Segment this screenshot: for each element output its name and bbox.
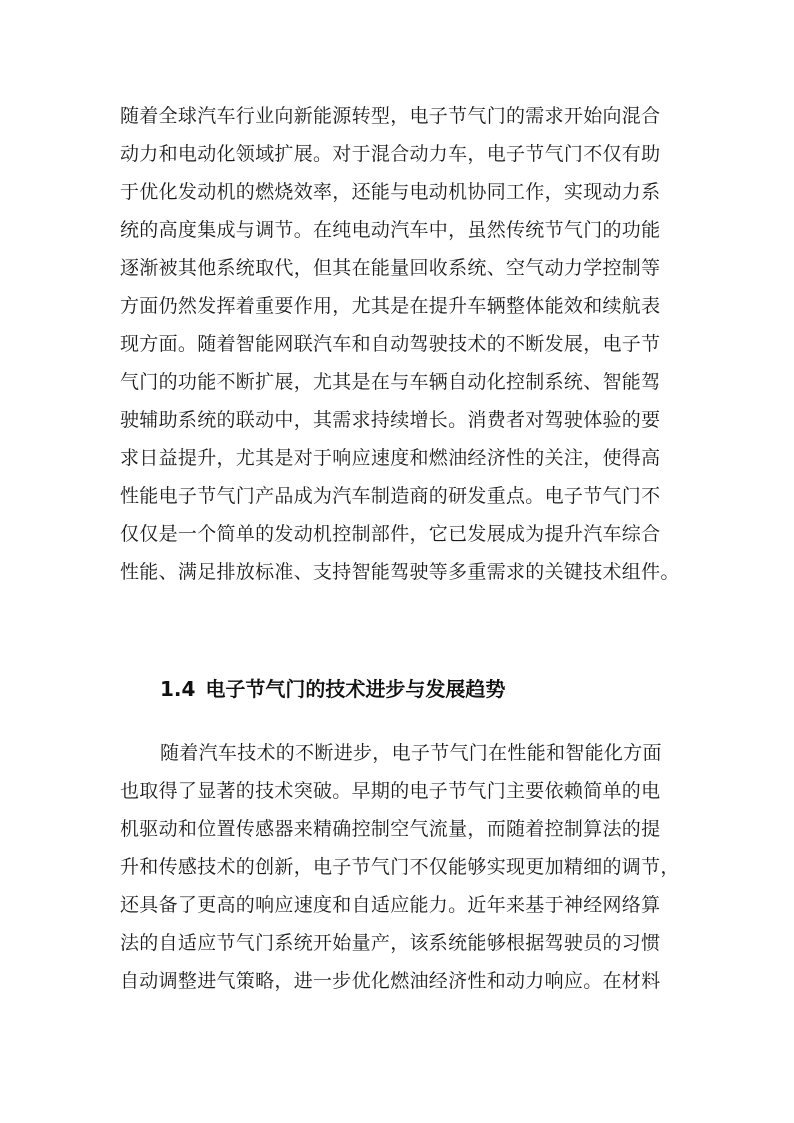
paragraph-line: 动力和电动化领域扩展。对于混合动力车，电子节气门不仅有助 xyxy=(120,143,661,165)
paragraph-line: 性能、满足排放标准、支持智能驾驶等多重需求的关键技术组件。 xyxy=(120,561,680,583)
paragraph-line: 求日益提升，尤其是对于响应速度和燃油经济性的关注，使得高 xyxy=(120,447,661,469)
paragraph-line: 升和传感技术的创新，电子节气门不仅能够实现更加精细的调节， xyxy=(120,856,680,878)
paragraph-line: 还具备了更高的响应速度和自适应能力。近年来基于神经网络算 xyxy=(120,894,661,916)
paragraph-line: 自动调整进气策略，进一步优化燃油经济性和动力响应。在材料 xyxy=(120,970,661,992)
paragraph-line: 机驱动和位置传感器来精确控制空气流量，而随着控制算法的提 xyxy=(120,818,661,840)
paragraph-line: 法的自适应节气门系统开始量产，该系统能够根据驾驶员的习惯 xyxy=(120,932,661,954)
paragraph-line: 随着汽车技术的不断进步，电子节气门在性能和智能化方面 xyxy=(160,742,662,764)
paragraph-line: 随着全球汽车行业向新能源转型，电子节气门的需求开始向混合 xyxy=(120,105,661,127)
paragraph-line: 驶辅助系统的联动中，其需求持续增长。消费者对驾驶体验的要 xyxy=(120,409,661,431)
paragraph-line: 仅仅是一个简单的发动机控制部件，它已发展成为提升汽车综合 xyxy=(120,523,661,545)
paragraph-line: 也取得了显著的技术突破。早期的电子节气门主要依赖简单的电 xyxy=(120,780,661,802)
section-heading xyxy=(160,675,505,703)
section-number: 1.4 xyxy=(160,677,196,701)
paragraph-line: 方面仍然发挥着重要作用，尤其是在提升车辆整体能效和续航表 xyxy=(120,295,661,317)
paragraph-line: 于优化发动机的燃烧效率，还能与电动机协同工作，实现动力系 xyxy=(120,181,661,203)
paragraph-line: 统的高度集成与调节。在纯电动汽车中，虽然传统节气门的功能 xyxy=(120,219,661,241)
section-title: 电子节气门的技术进步与发展趋势 xyxy=(205,677,506,701)
paragraph-line: 性能电子节气门产品成为汽车制造商的研发重点。电子节气门不 xyxy=(120,485,661,507)
paragraph-line: 现方面。随着智能网联汽车和自动驾驶技术的不断发展，电子节 xyxy=(120,333,661,355)
paragraph-line: 逐渐被其他系统取代，但其在能量回收系统、空气动力学控制等 xyxy=(120,257,661,279)
paragraph-line: 气门的功能不断扩展，尤其是在与车辆自动化控制系统、智能驾 xyxy=(120,371,661,393)
